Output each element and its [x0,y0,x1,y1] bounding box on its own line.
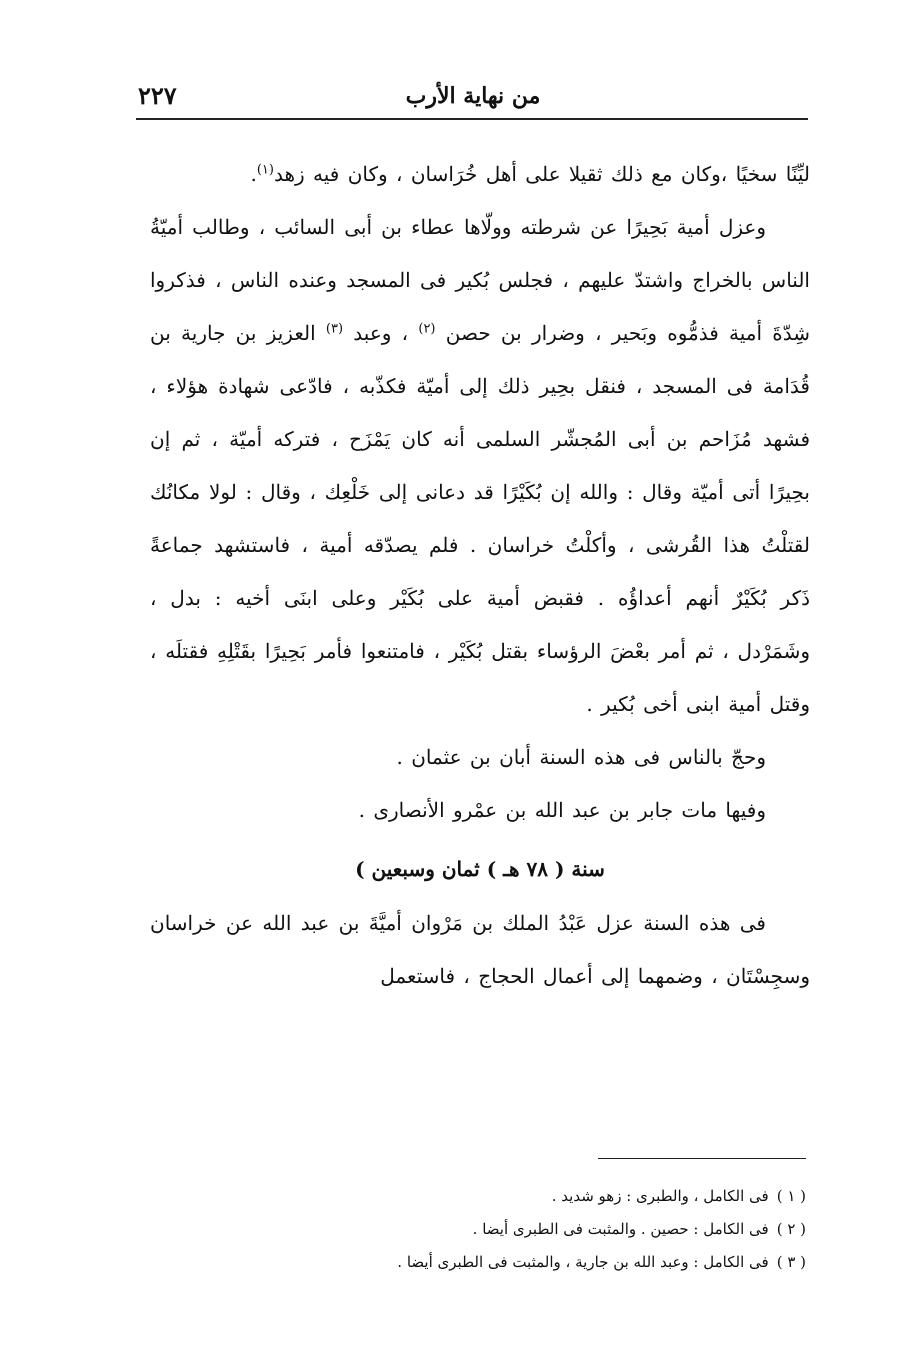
section-heading: سنة ( ٧٨ هـ ) ثمان وسبعين ) [355,857,605,881]
footnote-ref-1: (١) [256,162,274,178]
footnote-ref-3: (٣) [325,321,344,337]
paragraph-1-tail: . [250,162,257,186]
footnote-3-text: فى الكامل : وعبد الله بن جارية ، والمثبت فى الطبرى أيضا . [397,1253,769,1271]
page-header [138,78,808,118]
main-text [150,148,810,1003]
footnote-2-mark: ( ٢ ) [776,1220,806,1238]
paragraph-5: فى هذه السنة عزل عَبْدُ الملك بن مَرْوان أميَّةَ بن عبد الله عن خراسان وسجِسْتَان ، وضمهما إلى أعمال الحجاج ، فاستعمل [150,911,810,988]
footnote-3-mark: ( ٣ ) [776,1253,806,1271]
footnote-3 [150,1246,806,1279]
paragraph-4: وفيها مات جابر بن عبد الله بن عمْرو الأنصارى . [358,798,766,822]
page-number: ٢٢٧ [138,81,177,110]
footnotes [150,1180,806,1279]
paragraph-2 [150,201,810,731]
footnote-1 [150,1180,806,1213]
header-rule [136,118,808,120]
paragraph-2-text-c: العزيز بن جارية بن قُدَامة فى المسجد ، فنقل بحِير ذلك إلى أميّة فكذّبه ، فادّعى شهادة هؤلاء ، فشهد مُزَاحم بن أبى المُجشّر السلمى أنه كان يَمْزَح ، فتركه أميّة ، ثم إن بحِيرًا أتى أميّة وقال : والله إن بُكَيْرًا قد دعانى إلى خَلْعِك ، وقال : لولا مكانُك لقتلْتُ هذا القُرشى ، وأكلْتُ خراسان . فلم يصدّقه أمية ، فاستشهد جماعةً ذَكر بُكَيْرٌ أنهم أعداؤُه . فقبض أمية على بُكَيْر وعلى ابنَى أخيه : بدل ، وشَمَرْدل ، ثم أمر بعْضَ الرؤساء بقتل بُكَيْر ، فامتنعوا فأمر بَحِيرًا بقَتْلِهِ فقتلَه ، وقتل أمية ابنى أخى بُكير . [150,321,810,716]
footnote-2 [150,1213,806,1246]
footnote-1-text: فى الكامل ، والطبرى : زهو شديد . [551,1187,769,1205]
footnote-1-mark: ( ١ ) [776,1187,806,1205]
paragraph-1 [150,148,810,201]
footnote-ref-2: (٢) [418,321,436,337]
paragraph-3: وحجّ بالناس فى هذه السنة أبان بن عثمان . [396,745,766,769]
paragraph-1-text: ليِّنًا سخيًا ،وكان مع ذلك ثقيلا على أهل خُرَاسان ، وكان فيه زهد [273,162,810,186]
footnote-rule [598,1158,806,1159]
paragraph-2-text-a: وعزل أمية بَحِيرًا عن شرطته وولّاها عطاء بن أبى السائب ، وطالب أميّةُ الناس بالخراج واشتدّ عليهم ، فجلس بُكير فى المسجد وعنده الناس ، فذكروا شِدّةَ أمية فذمُّوه وبَحير ، وضرار بن حصن [150,215,811,345]
paragraph-2-text-b: ، وعبد [353,321,409,345]
footnote-2-text: فى الكامل : حصين . والمثبت فى الطبرى أيضا . [472,1220,769,1238]
running-title: من نهاية الأرب [405,83,541,109]
